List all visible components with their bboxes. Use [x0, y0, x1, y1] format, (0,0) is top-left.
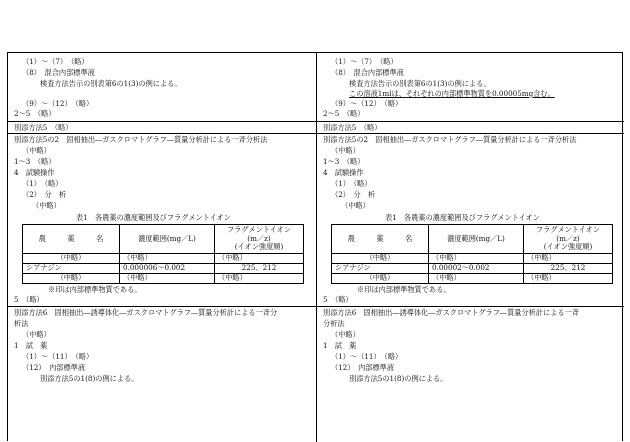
text-line: 別添方法6 固相抽出―誘導体化―ガスクロマトグラフ―質量分析計による一斉分 — [14, 308, 278, 317]
header-line: フラグメントイオン — [535, 225, 601, 235]
right-column — [316, 53, 624, 442]
text-line: 5 （略） — [14, 295, 44, 304]
text-line: 別添方法6 固相抽出―誘導体化―ガスクロマトグラフ―質量分析計による一斉 — [323, 308, 579, 317]
header-line: (イオン強度順) — [543, 242, 593, 252]
table-cell: 0.000006～0.002 — [120, 264, 215, 274]
text-line: （1）～（11） （略） — [22, 352, 94, 361]
text-line: 別添方法5 （略） — [323, 123, 382, 132]
table-cell: （中略） — [120, 254, 215, 264]
text-line: （8） 混合内部標準液 — [331, 68, 404, 77]
text-line: （中略） — [341, 201, 370, 210]
table-cell: （中略） — [215, 254, 304, 264]
table-row — [332, 254, 613, 264]
header-cell: 濃度範囲(mg／L) — [120, 225, 215, 254]
table-note: ※印は内部標準物質である。 — [357, 285, 451, 294]
text-line: （中略） — [331, 330, 360, 339]
header-line: (m／z) — [247, 233, 271, 243]
text-line: 1～3 （略） — [323, 157, 365, 166]
header-cell: 農 薬 名 — [332, 225, 429, 254]
text-line: （1）～（7） （略） — [331, 57, 398, 66]
table-cell: （中略） — [429, 274, 524, 284]
text-line: 2～5 （略） — [14, 109, 56, 118]
text-line: （9）～（12） （略） — [331, 99, 403, 108]
table-cell: （中略） — [23, 274, 120, 284]
table-cell: （中略） — [23, 254, 120, 264]
text-line: （12） 内部標準液 — [22, 363, 86, 372]
text-line: （2） 分 析 — [331, 190, 376, 199]
text-line: （中略） — [32, 201, 61, 210]
comparison-table — [7, 52, 623, 441]
table-row — [23, 274, 304, 284]
text-line: 検査方法告示の別表第6の1(3)の例による。 — [349, 79, 491, 88]
text-line: （1） （略） — [331, 179, 372, 188]
section-divider — [317, 133, 624, 134]
table-caption: 表1 各農薬の濃度範囲及びフラグメントイオン — [385, 213, 540, 222]
text-line: （9）～（12） （略） — [22, 99, 94, 108]
text-line: 別添方法5 （略） — [14, 123, 73, 132]
text-line: （1）～（11） （略） — [331, 352, 403, 361]
table-row — [23, 254, 304, 264]
fragment-table — [331, 224, 613, 284]
text-line: 4 試験操作 — [323, 168, 364, 177]
table-cell: （中略） — [429, 254, 524, 264]
text-line: （2） 分 析 — [22, 190, 67, 199]
table-cell: 225、212 — [524, 264, 613, 274]
table-cell: （中略） — [120, 274, 215, 284]
table-cell: （中略） — [332, 274, 429, 284]
amended-text: この溶液1mlは、それぞれの内部標準物質を0.00005mg含む。 — [349, 89, 555, 98]
text-line: 析法 — [14, 319, 29, 328]
text-line: （8） 混合内部標準液 — [22, 68, 95, 77]
header-cell: 農 薬 名 — [23, 225, 120, 254]
section-divider — [317, 121, 624, 122]
text-line: （12） 内部標準液 — [331, 363, 395, 372]
fragment-table — [22, 224, 304, 284]
text-line: 2～5 （略） — [323, 109, 365, 118]
text-line: （中略） — [22, 330, 51, 339]
text-line: （中略） — [331, 146, 360, 155]
section-divider — [8, 133, 316, 134]
header-line: (m／z) — [556, 233, 580, 243]
header-line: フラグメントイオン — [226, 225, 292, 235]
text-line: （中略） — [22, 146, 51, 155]
table-cell: （中略） — [524, 274, 613, 284]
text-line: 1 試 薬 — [14, 341, 48, 350]
text-line: 1～3 （略） — [14, 157, 56, 166]
section-divider — [8, 121, 316, 122]
table-cell: 225、212 — [215, 264, 304, 274]
left-column — [8, 53, 316, 442]
text-line: 別添方法5の2 固相抽出―ガスクロマトグラフ―質量分析計による一斉分析法 — [14, 135, 268, 144]
text-line: 検査方法告示の別表第6の1(3)の例による。 — [40, 79, 182, 88]
text-line: （1） （略） — [22, 179, 63, 188]
header-cell — [524, 225, 613, 254]
text-line: 別添方法5の1(8)の例による。 — [40, 374, 139, 383]
section-divider — [8, 306, 316, 307]
table-row — [23, 264, 304, 274]
table-row — [332, 264, 613, 274]
text-line: 5 （略） — [323, 295, 353, 304]
text-line: （1）～（7） （略） — [22, 57, 89, 66]
text-line: 別添方法5の2 固相抽出―ガスクロマトグラフ―質量分析計による一斉分析法 — [323, 135, 577, 144]
table-cell: シアナジン — [332, 264, 429, 274]
text-line: 分析法 — [323, 319, 345, 328]
table-note: ※印は内部標準物質である。 — [48, 285, 142, 294]
table-caption: 表1 各農薬の濃度範囲及びフラグメントイオン — [76, 213, 231, 222]
text-line: 4 試験操作 — [14, 168, 55, 177]
table-cell: （中略） — [332, 254, 429, 264]
table-cell: （中略） — [215, 274, 304, 284]
table-row — [332, 274, 613, 284]
header-cell — [215, 225, 304, 254]
header-cell: 濃度範囲(mg／L) — [429, 225, 524, 254]
text-line: 1 試 薬 — [323, 341, 357, 350]
table-cell: 0.00002～0.002 — [429, 264, 524, 274]
text-line: 別添方法5の1(8)の例による。 — [349, 374, 448, 383]
section-divider — [317, 306, 624, 307]
header-line: (イオン強度順) — [234, 242, 284, 252]
table-cell: シアナジン — [23, 264, 120, 274]
table-cell: （中略） — [524, 254, 613, 264]
